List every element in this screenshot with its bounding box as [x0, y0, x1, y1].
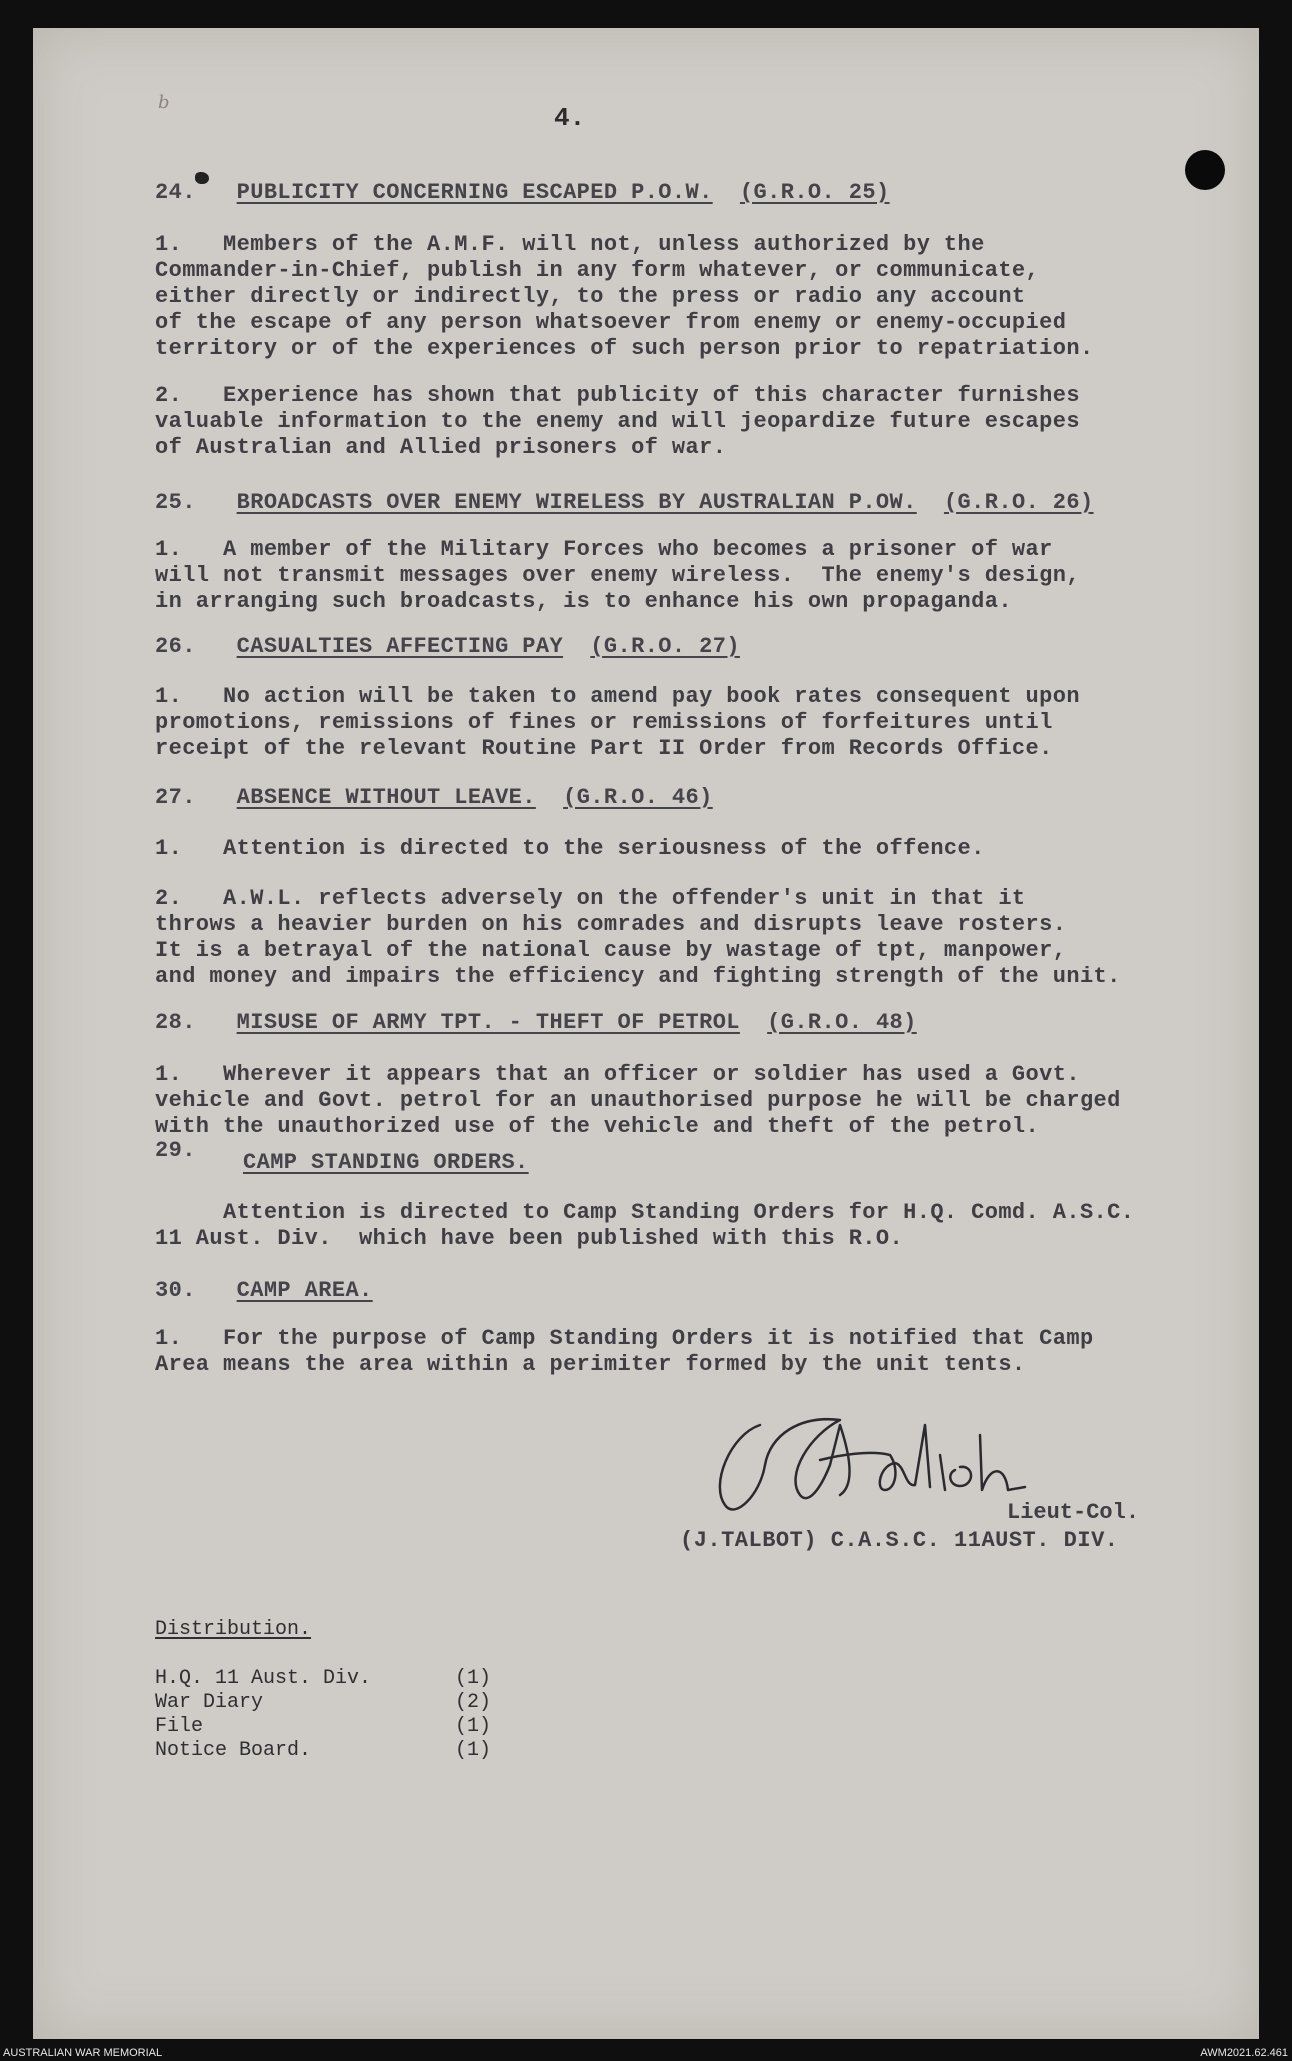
text-line: of Australian and Allied prisoners of war.	[155, 435, 727, 460]
text-line: either directly or indirectly, to the press or radio any account	[155, 284, 1026, 309]
section-24-heading	[155, 180, 890, 205]
section-ref: (G.R.O. 46)	[563, 785, 713, 810]
distribution-item	[155, 1691, 492, 1714]
text-line: Attention is directed to Camp Standing Orders for H.Q. Comd. A.S.C.	[155, 1200, 1135, 1225]
text-line: Area means the area within a perimiter formed by the unit tents.	[155, 1352, 1026, 1377]
text-line: 1. A member of the Military Forces who becomes a prisoner of war	[155, 537, 1053, 562]
distribution-count: (1)	[455, 1667, 492, 1690]
section-number: 27.	[155, 785, 196, 810]
section-title: MISUSE OF ARMY TPT. - THEFT OF PETROL	[236, 1010, 740, 1035]
distribution-label: Notice Board.	[155, 1739, 312, 1762]
section-29-heading	[155, 1138, 196, 1163]
section-number: 24.	[155, 180, 196, 205]
distribution-count: (1)	[455, 1715, 492, 1738]
text-line: 11 Aust. Div. which have been published with this R.O.	[155, 1226, 904, 1251]
signatory-name: (J.TALBOT) C.A.S.C. 11AUST. DIV.	[680, 1528, 1119, 1553]
footer-accession-number: AWM2021.62.461	[1200, 2047, 1288, 2059]
section-26-para-1	[155, 684, 1215, 762]
section-ref: (G.R.O. 25)	[739, 180, 890, 205]
distribution-item	[155, 1715, 492, 1738]
section-30-para-1	[155, 1326, 1215, 1378]
text-line: 1. Members of the A.M.F. will not, unless authorized by the	[155, 232, 985, 257]
text-line: 1. No action will be taken to amend pay book rates consequent upon	[155, 684, 1080, 709]
text-line: 1. For the purpose of Camp Standing Orders it is notified that Camp	[155, 1326, 1094, 1351]
section-title: CAMP STANDING ORDERS.	[243, 1150, 529, 1175]
section-ref: (G.R.O. 48)	[767, 1010, 917, 1035]
text-line: valuable information to the enemy and will jeopardize future escapes	[155, 409, 1080, 434]
text-line: Commander-in-Chief, publish in any form whatever, or communicate,	[155, 258, 1040, 283]
section-title: CAMP AREA.	[236, 1278, 373, 1303]
distribution-label: H.Q. 11 Aust. Div.	[155, 1667, 372, 1690]
page-number: 4.	[554, 103, 586, 133]
section-29-title	[243, 1150, 529, 1175]
text-line: vehicle and Govt. petrol for an unauthorised purpose he will be charged	[155, 1088, 1121, 1113]
text-line: receipt of the relevant Routine Part II Order from Records Office.	[155, 736, 1053, 761]
section-27-heading	[155, 785, 713, 810]
section-number: 26.	[155, 634, 196, 659]
footer-institution: AUSTRALIAN WAR MEMORIAL	[3, 2047, 163, 2059]
punch-hole	[1185, 150, 1225, 190]
section-27-para-1	[155, 836, 1215, 862]
text-line: will not transmit messages over enemy wireless. The enemy's design,	[155, 563, 1080, 588]
distribution-count: (2)	[455, 1691, 492, 1714]
text-line: and money and impairs the efficiency and fighting strength of the unit.	[155, 964, 1121, 989]
text-line: of the escape of any person whatsoever from enemy or enemy-occupied	[155, 310, 1067, 335]
text-line: in arranging such broadcasts, is to enhance his own propaganda.	[155, 589, 1012, 614]
section-28-heading	[155, 1010, 917, 1035]
section-ref: (G.R.O. 27)	[590, 634, 740, 659]
section-28-para-1	[155, 1062, 1215, 1140]
section-24-para-2	[155, 383, 1215, 461]
text-line: territory or of the experiences of such person prior to repatriation.	[155, 336, 1094, 361]
section-number: 25.	[155, 490, 196, 515]
distribution-item	[155, 1739, 492, 1762]
text-line: promotions, remissions of fines or remissions of forfeitures until	[155, 710, 1053, 735]
distribution-label: File	[155, 1715, 204, 1738]
text-line: 1. Wherever it appears that an officer or soldier has used a Govt.	[155, 1062, 1080, 1087]
section-title: BROADCASTS OVER ENEMY WIRELESS BY AUSTRALIAN P.OW.	[236, 490, 917, 515]
text-line: 1. Attention is directed to the seriousness of the offence.	[155, 836, 985, 861]
section-title: CASUALTIES AFFECTING PAY	[236, 634, 564, 659]
section-24-para-1	[155, 232, 1215, 362]
text-line: It is a betrayal of the national cause by wastage of tpt, manpower,	[155, 938, 1067, 963]
section-29-para-1	[155, 1200, 1215, 1252]
section-25-para-1	[155, 537, 1215, 615]
signatory-rank: Lieut-Col.	[1007, 1500, 1140, 1525]
section-25-heading	[155, 490, 1094, 515]
section-title: ABSENCE WITHOUT LEAVE.	[236, 785, 536, 810]
section-number: 29.	[155, 1138, 196, 1163]
distribution-title: Distribution.	[155, 1618, 312, 1641]
section-30-heading	[155, 1278, 373, 1303]
text-line: throws a heavier burden on his comrades and disrupts leave rosters.	[155, 912, 1067, 937]
section-ref: (G.R.O. 26)	[943, 490, 1094, 515]
section-26-heading	[155, 634, 740, 659]
text-line: with the unauthorized use of the vehicle and theft of the petrol.	[155, 1114, 1040, 1139]
distribution-count: (1)	[455, 1739, 492, 1762]
text-line: 2. Experience has shown that publicity of this character furnishes	[155, 383, 1080, 408]
section-27-para-2	[155, 886, 1215, 990]
section-number: 28.	[155, 1010, 196, 1035]
section-title: PUBLICITY CONCERNING ESCAPED P.O.W.	[236, 180, 713, 205]
distribution-item	[155, 1667, 492, 1690]
section-number: 30.	[155, 1278, 196, 1303]
pencil-mark: b	[158, 92, 170, 113]
distribution-label: War Diary	[155, 1691, 264, 1714]
text-line: 2. A.W.L. reflects adversely on the offender's unit in that it	[155, 886, 1026, 911]
